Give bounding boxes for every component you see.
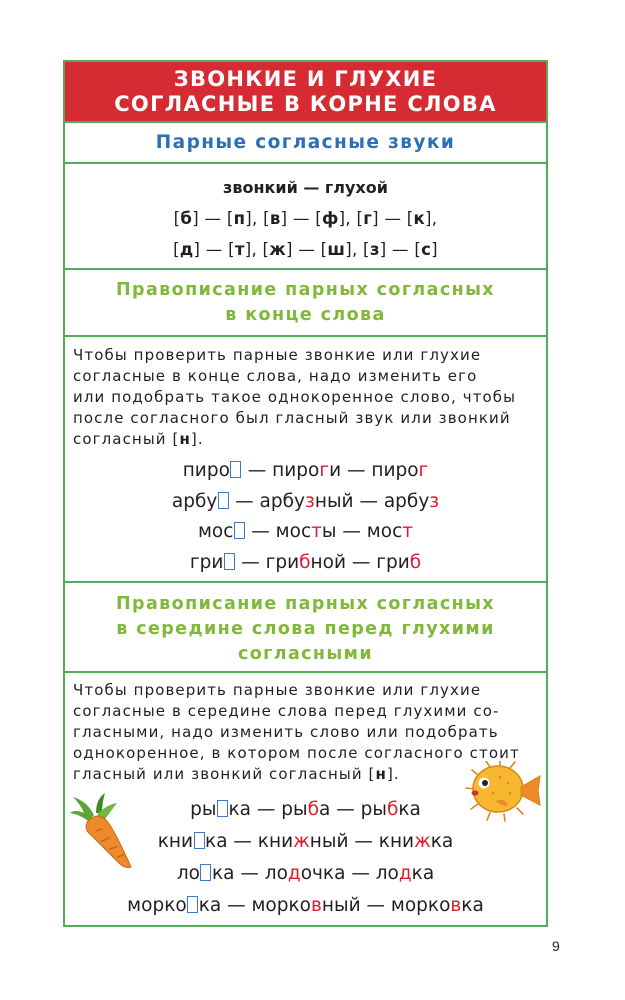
highlighted-letter: б xyxy=(409,551,422,573)
bracket-text: [ xyxy=(173,209,181,228)
blank-letter-box xyxy=(224,553,235,570)
example-text: ный — морко xyxy=(321,895,451,916)
bracket-text: ] — [ xyxy=(280,209,322,228)
example-text: ный — арбу xyxy=(314,490,430,512)
highlighted-letter: в xyxy=(310,895,322,916)
heading-line: в конце слова xyxy=(225,305,386,325)
consonant-letter: з xyxy=(369,240,380,259)
carrot-icon xyxy=(67,791,135,871)
highlighted-letter: з xyxy=(429,490,440,512)
rule-line: или подобрать такое однокоренное слово, чтобы xyxy=(73,388,517,406)
example-text: ка — ры xyxy=(228,799,308,820)
highlighted-letter: д xyxy=(398,863,412,884)
example-text: — мос xyxy=(245,521,312,542)
example-line xyxy=(65,895,546,927)
consonant-letter: ф xyxy=(322,209,339,228)
highlighted-letter: д xyxy=(287,863,301,884)
blank-letter-box xyxy=(200,864,211,881)
highlighted-letter: т xyxy=(402,521,414,542)
example-text: пиро xyxy=(182,460,230,481)
rule-line xyxy=(73,429,538,450)
rule-line: гласными, надо изменить слово или подобрать xyxy=(73,723,499,741)
bracket-text: ] — [ xyxy=(286,240,328,259)
example-text: ло xyxy=(176,863,200,884)
example-text: кни xyxy=(157,831,194,852)
example-text: гри xyxy=(189,551,224,573)
rule-line: Чтобы проверить парные звонкие или глухие xyxy=(73,346,482,364)
blank-letter-box xyxy=(230,461,241,478)
highlighted-letter: т xyxy=(311,521,322,542)
blank-letter-box xyxy=(218,492,229,509)
rule-line: Чтобы проверить парные звонкие или глухие xyxy=(73,681,482,699)
example-text: морко xyxy=(127,895,187,916)
example-text: ка — ло xyxy=(211,863,288,884)
example-text: и — пиро xyxy=(329,460,419,481)
pairs-line xyxy=(65,209,546,229)
example-text: ный — кни xyxy=(309,831,415,852)
highlighted-letter: б xyxy=(386,799,399,820)
rule-line: согласные в конце слова, надо изменить его xyxy=(73,367,478,385)
example-text: мос xyxy=(197,521,234,542)
example-text: ка xyxy=(398,799,421,820)
highlighted-letter: з xyxy=(305,490,315,512)
consonant-letter: ж xyxy=(269,240,287,259)
heading-line: Правописание парных согласных xyxy=(116,280,495,300)
paired-consonants-list xyxy=(65,164,546,268)
blank-letter-box xyxy=(217,800,228,817)
title-line-2: СОГЛАСНЫЕ В КОРНЕ СЛОВА xyxy=(114,92,497,116)
bracket-text: ] — [ xyxy=(192,209,234,228)
highlighted-letter: б xyxy=(299,551,311,573)
example-text: ка xyxy=(461,895,484,916)
consonant-letter: т xyxy=(234,240,245,259)
consonant-letter: с xyxy=(421,240,432,259)
example-text: ка xyxy=(430,831,454,852)
consonant-letter: г xyxy=(363,209,373,228)
bracket-text: ] — [ xyxy=(193,240,235,259)
middle-of-word-heading xyxy=(65,583,546,673)
consonant-letter: д xyxy=(179,240,194,259)
blank-letter-box xyxy=(234,522,245,539)
bracket-text: ] xyxy=(431,240,438,259)
blank-letter-box xyxy=(187,896,198,913)
consonant-letter: б xyxy=(180,209,193,228)
example-text: ры xyxy=(190,799,217,820)
voiced-voiceless-label: звонкий — глухой xyxy=(223,178,388,197)
consonant-letter: ш xyxy=(327,240,346,259)
example-line xyxy=(65,552,546,583)
end-of-word-heading xyxy=(65,270,546,335)
example-line xyxy=(65,863,546,895)
example-text: ной — гри xyxy=(310,551,410,573)
example-text: ка — морко xyxy=(198,895,311,916)
consonant-letter: п xyxy=(233,209,246,228)
bracket-text: ], [ xyxy=(338,209,364,228)
example-text: а — ры xyxy=(319,799,387,820)
example-line xyxy=(65,491,546,522)
rule-text: ]. xyxy=(386,765,400,783)
rule-line: согласные в середине слова перед глухими со- xyxy=(73,702,500,720)
highlighted-letter: в xyxy=(450,895,462,916)
blank-letter-box xyxy=(194,832,205,849)
heading-line: согласными xyxy=(237,644,374,664)
highlighted-letter: ж xyxy=(414,831,431,852)
rule-line: после согласного был гласный звук или звонкий xyxy=(73,409,511,427)
highlighted-letter: б xyxy=(307,799,319,820)
fish-icon xyxy=(460,761,542,823)
page-number: 9 xyxy=(552,938,560,954)
bracket-text: ] — [ xyxy=(372,209,414,228)
rules-card xyxy=(63,60,548,927)
example-text: очка — ло xyxy=(300,863,399,884)
rule-line: однокоренное, в котором после согласного стоит xyxy=(73,744,520,762)
bracket-text: ] — [ xyxy=(379,240,422,259)
highlighted-letter: ж xyxy=(293,831,310,852)
rule-text: согласный [ xyxy=(73,430,180,448)
consonant-letter: к xyxy=(413,209,426,228)
example-line xyxy=(65,831,546,863)
end-of-word-examples xyxy=(65,460,546,582)
example-text: ы — мос xyxy=(321,521,403,542)
consonant-letter: в xyxy=(269,209,281,228)
example-text: арбу xyxy=(171,490,218,512)
page-title xyxy=(65,62,546,121)
example-line xyxy=(65,521,546,552)
paired-consonants-heading: Парные согласные звуки xyxy=(155,132,456,153)
heading-line: в середине слова перед глухими xyxy=(116,619,495,639)
pairs-line xyxy=(65,240,546,260)
example-line xyxy=(65,460,546,491)
example-text: ка — кни xyxy=(205,831,294,852)
bracket-text: ], xyxy=(425,209,438,228)
bracket-text: ], [ xyxy=(345,240,370,259)
sound-letter: н xyxy=(179,430,191,448)
title-line-1: ЗВОНКИЕ И ГЛУХИЕ xyxy=(173,67,438,91)
highlighted-letter: г xyxy=(418,460,429,481)
rule-text: ]. xyxy=(190,430,204,448)
rule-text: гласный или звонкий согласный [ xyxy=(73,765,376,783)
example-text: — арбу xyxy=(229,490,305,512)
end-of-word-rule xyxy=(65,345,546,450)
example-text: — пиро xyxy=(241,460,320,481)
bracket-text: ], [ xyxy=(245,209,270,228)
highlighted-letter: г xyxy=(319,460,330,481)
sound-letter: н xyxy=(375,765,387,783)
example-text: ка xyxy=(411,863,435,884)
example-text: — гри xyxy=(235,551,300,573)
divider xyxy=(65,335,546,337)
bracket-text: ], [ xyxy=(244,240,270,259)
heading-line: Правописание парных согласных xyxy=(116,594,495,614)
divider xyxy=(65,671,546,673)
bracket-text: [ xyxy=(173,240,180,259)
